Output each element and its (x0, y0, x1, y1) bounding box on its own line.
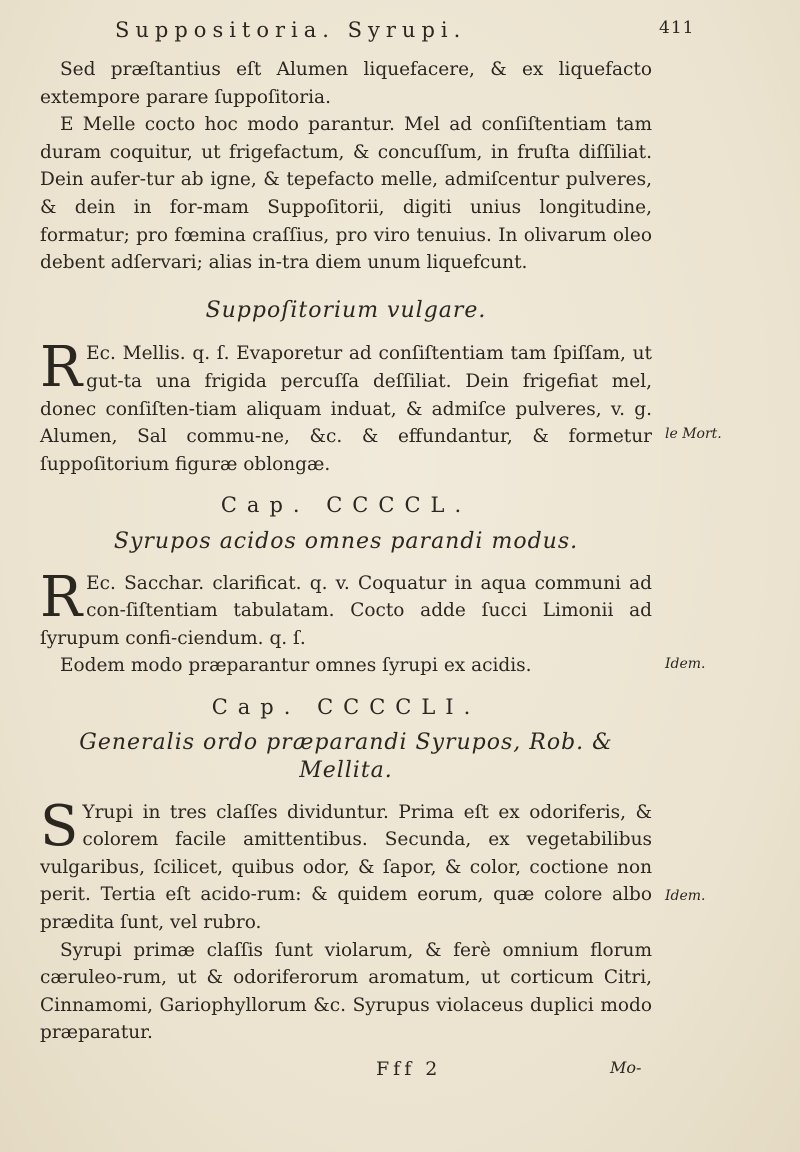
margin-note: Idem. (665, 888, 706, 904)
page-number: 411 (659, 18, 695, 38)
page-footer (0, 1058, 800, 1088)
recipe-paragraph (40, 335, 652, 478)
paragraph-text: Ec. Sacchar. clarificat. q. v. Coquatur in aqua communi ad con-ſiſtentiam tabulatam. Cocto adde ſucci Limonii ad ſyrupum confi-ciendum. q. ſ. (40, 572, 652, 649)
section-heading: Suppoſitorium vulgare. (205, 297, 487, 323)
chapter-title: Syrupos acidos omnes parandi modus. (113, 528, 579, 554)
chapter-number: Cap. CCCCL. (220, 493, 472, 518)
chapter-title: Generalis ordo præparandi Syrupos, Rob. & Mellita. (79, 730, 613, 784)
chapter-number: Cap. CCCCLI. (211, 694, 481, 719)
signature-mark: Fff 2 (376, 1058, 442, 1080)
drop-cap: S (40, 793, 79, 859)
drop-cap: R (40, 564, 83, 630)
catchword: Mo- (610, 1058, 642, 1077)
recipe-paragraph (40, 793, 652, 937)
paragraph: Syrupi primæ claſſis ſunt violarum, & ferè omnium florum cæruleo-rum, ut & odoriferorum aromatum, ut corticum Citri, Cinnamomi, Gariophyllorum &c. Syrupus violaceus duplici modo præparatur. (40, 939, 652, 1044)
paragraph: Sed præſtantius eſt Alumen liquefacere, & ex liquefacto extempore parare ſuppoſitoria. (40, 59, 652, 108)
text-block (40, 56, 652, 1047)
paragraph: Eodem modo præparantur omnes ſyrupi ex acidis. (60, 655, 532, 677)
running-header (115, 18, 695, 42)
drop-cap: R (40, 335, 83, 401)
margin-note: le Mort. (665, 426, 722, 442)
paragraph: E Melle cocto hoc modo parantur. Mel ad conſiſtentiam tam duram coquitur, ut frigefactum, & concuſſum, in fruſta diſſiliat. Dein aufer-tur ab igne, & tepefacto melle, admiſcentur pulveres, & dein in for-mam Suppoſitorii, digiti unius longitudine, formatur; pro fœmina craſſius, pro viro tenuius. In olivarum oleo debent adſervari; alias in-tra diem unum liquefcunt. (40, 114, 652, 274)
margin-note: Idem. (665, 656, 706, 672)
paragraph-text: Ec. Mellis. q. ſ. Evaporetur ad conſiſtentiam tam ſpiſſam, ut gut-ta una frigida percuſſa deſſiliat. Dein frigefiat mel, donec conſiſten-tiam aliquam induat, & admiſce pulveres, v. g. Alumen, Sal commu-ne, &c. & effundantur, & formetur ſuppoſitorium figuræ oblongæ. (40, 343, 652, 475)
running-title: Suppositoria. Syrupi. (115, 18, 467, 42)
recipe-paragraph (40, 564, 652, 653)
paragraph-text: Yrupi in tres claſſes dividuntur. Prima eſt ex odoriferis, & colorem facile amittentibus. Secunda, ex vegetabilibus vulgaribus, ſcilicet, quibus odor, & ſapor, & color, coctione non perit. Tertia eſt acido-rum: & quidem eorum, quæ colore albo prædita ſunt, vel rubro. (40, 801, 652, 934)
